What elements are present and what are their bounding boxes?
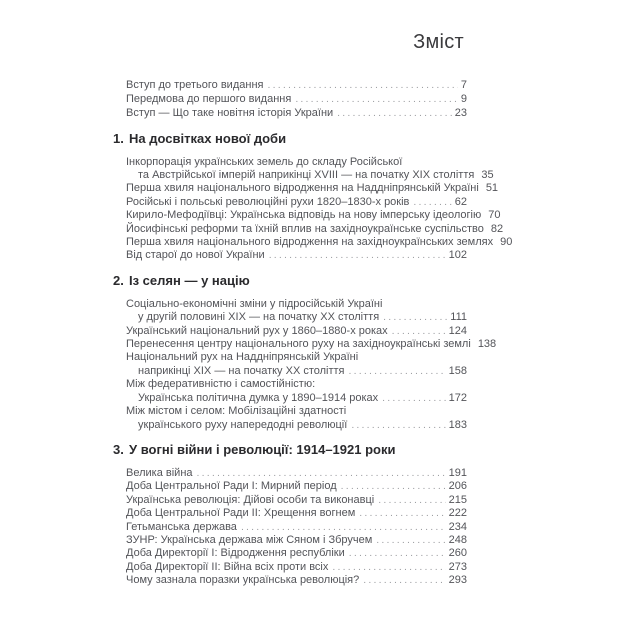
toc-entry-line	[126, 209, 501, 222]
toc-entry-page: 273	[448, 560, 467, 573]
toc-entry-line	[126, 78, 467, 92]
toc-entry-title: Від старої до нової України	[126, 249, 265, 262]
toc-entry-line	[126, 547, 467, 560]
dot-leader	[267, 78, 457, 92]
toc-entry-line	[126, 338, 497, 351]
toc-entry-title: Українська революція: Дійові особи та виконавці	[126, 493, 375, 506]
toc-entry-title: Доба Центральної Ради I: Мирний період	[126, 480, 337, 493]
dot-leader	[332, 561, 445, 574]
toc-entry-page: 102	[448, 249, 467, 262]
dot-leader	[378, 494, 445, 507]
dot-leader	[376, 534, 445, 547]
section-number: 2.	[113, 272, 124, 288]
toc-entry-page: 158	[448, 364, 467, 377]
toc-entry-line	[126, 534, 467, 547]
toc-entry-line	[126, 182, 499, 195]
toc-entry-title: Доба Директорії II: Війна всіх проти всіх	[126, 560, 329, 573]
toc-entry-title: Перша хвиля національного відродження на Наддніпрянській Україні	[126, 182, 479, 195]
toc-entry-title: Між містом і селом: Мобілізаційні здатності	[126, 405, 347, 418]
toc-entry-title: Йосифінські реформи та їхній вплив на західноукраїнське суспільство	[126, 222, 484, 235]
section-title: На досвітках нової доби	[129, 130, 287, 146]
toc-entry-page: 215	[448, 493, 467, 506]
dot-leader	[349, 365, 446, 378]
toc-entry-page: 124	[448, 324, 467, 337]
toc-entry-line	[126, 494, 467, 507]
toc-entry-line	[126, 351, 467, 364]
dot-leader	[269, 249, 446, 262]
section-number: 1.	[113, 130, 124, 146]
toc-entry-line	[126, 196, 467, 209]
toc-entry-page: 70	[488, 209, 501, 222]
front-matter-list	[126, 78, 467, 121]
toc-entry-title: Доба Директорії I: Відродження республіки	[126, 547, 345, 560]
toc-entry-title: Доба Центральної Ради II: Хрещення вогнем	[126, 507, 356, 520]
toc-entry-line	[126, 480, 467, 493]
section-heading	[113, 130, 467, 146]
section-heading	[113, 272, 467, 288]
toc-entry-page: 51	[485, 182, 499, 195]
toc-entry-page: 23	[454, 107, 467, 120]
toc-section	[113, 130, 513, 263]
toc-entry-line	[126, 298, 467, 311]
toc-entry-line	[126, 156, 467, 169]
dot-leader	[197, 467, 446, 480]
toc-entry-title: наприкінці XIX — на початку XX століття	[138, 364, 345, 377]
section-heading	[113, 441, 467, 457]
toc-entry-title: Велика війна	[126, 466, 193, 479]
section-number: 3.	[113, 441, 124, 457]
toc-entry-page: 183	[448, 418, 467, 431]
toc-entry-page: 62	[454, 195, 467, 208]
toc-entry-page: 191	[448, 466, 467, 479]
toc-entry-page: 260	[448, 547, 467, 560]
section-entry-list	[126, 467, 467, 588]
toc-entry-page: 82	[490, 222, 504, 235]
toc-entry-line	[126, 467, 467, 480]
toc-entry-title: Український національний рух у 1860–1880-х роках	[126, 324, 388, 337]
toc-entry-line	[126, 507, 467, 520]
dot-leader	[359, 507, 445, 520]
section-entry-list	[126, 155, 513, 263]
toc-entry-line	[126, 365, 467, 378]
dot-leader	[382, 392, 445, 405]
dot-leader	[295, 92, 458, 106]
dot-leader	[363, 574, 445, 587]
toc-entry-page: 172	[448, 391, 467, 404]
dot-leader	[413, 196, 451, 209]
toc-entry-title: Національний рух на Наддніпрянській Україні	[126, 351, 359, 364]
toc-entry-title: Вступ — Що таке новітня історія України	[126, 107, 334, 120]
toc-entry-line	[126, 92, 467, 106]
toc-entry-page: 206	[448, 480, 467, 493]
toc-entry-page: 222	[448, 507, 467, 520]
toc-entry-page: 7	[460, 79, 467, 91]
toc-entry-line	[126, 169, 494, 182]
toc-entry-line	[126, 249, 467, 262]
toc-entry-page: 248	[448, 533, 467, 546]
toc-entry-title: Чому зазнала поразки українська революція?	[126, 574, 360, 587]
toc-entry-page: 90	[500, 236, 513, 249]
section-title: У вогні війни і революції: 1914–1921 роки	[129, 441, 396, 457]
page-title: Зміст	[413, 31, 464, 53]
toc-entry-line	[126, 311, 467, 324]
toc-entry-line	[126, 378, 467, 391]
toc-entry-title: українського руху напередодні революції	[138, 418, 348, 431]
dot-leader	[337, 106, 452, 120]
toc-entry-page: 293	[448, 574, 467, 587]
toc-entry-title: Перша хвиля національного відродження на західноукраїнських землях	[126, 236, 494, 249]
toc-entry-line	[126, 106, 467, 120]
toc-entry-title: Кирило-Мефодіївці: Українська відповідь на нову імперську ідеологію	[126, 209, 482, 222]
toc-entry-line	[126, 521, 467, 534]
toc-entry-line	[126, 561, 467, 574]
dot-leader	[349, 547, 446, 560]
dot-leader	[241, 521, 446, 534]
dot-leader	[383, 311, 447, 324]
toc-entry-title: Українська політична думка у 1890–1914 роках	[138, 391, 379, 404]
toc-entry-line	[126, 236, 513, 249]
toc-entry-title: ЗУНР: Українська держава між Сяном і Збручем	[126, 533, 373, 546]
dot-leader	[351, 419, 445, 432]
table-of-contents	[113, 0, 513, 588]
toc-entry-title: Інкорпорація українських земель до складу Російської	[126, 155, 403, 168]
section-title: Із селян — у націю	[129, 272, 250, 288]
toc-entry-page: 35	[481, 169, 494, 182]
toc-entry-title: Гетьманська держава	[126, 520, 237, 533]
toc-entry-title: Передмова до першого видання	[126, 93, 292, 106]
toc-entry-title: Перенесення центру національного руху на західноукраїнські землі	[126, 338, 471, 351]
toc-entry-title: Соціально-економічні зміни у підросійській Україні	[126, 297, 383, 310]
toc-entry-line	[126, 325, 467, 338]
section-entry-list	[126, 297, 497, 432]
toc-entry-line	[126, 405, 467, 418]
toc-entry-title: Вступ до третього видання	[126, 79, 264, 91]
toc-entry-line	[126, 574, 467, 587]
toc-entry-title: у другій половині XIX — на початку XX століття	[138, 311, 380, 324]
sections-container	[113, 130, 513, 588]
dot-leader	[392, 325, 446, 338]
toc-entry-title: Російські і польські революційні рухи 1820–1830-х років	[126, 195, 410, 208]
toc-entry-line	[126, 419, 467, 432]
toc-entry-page: 234	[448, 520, 467, 533]
toc-entry-line	[126, 222, 504, 236]
toc-section	[113, 272, 497, 432]
toc-entry-page: 9	[460, 93, 467, 106]
toc-entry-title: Між федеративністю і самостійністю:	[126, 378, 316, 391]
dot-leader	[341, 480, 446, 493]
toc-entry-page: 111	[450, 311, 467, 324]
toc-entry-page: 138	[477, 338, 497, 351]
toc-entry-title: та Австрійської імперій наприкінці XVIII — на початку XIX століття	[138, 169, 475, 182]
toc-section	[113, 441, 467, 588]
toc-entry-line	[126, 392, 467, 405]
